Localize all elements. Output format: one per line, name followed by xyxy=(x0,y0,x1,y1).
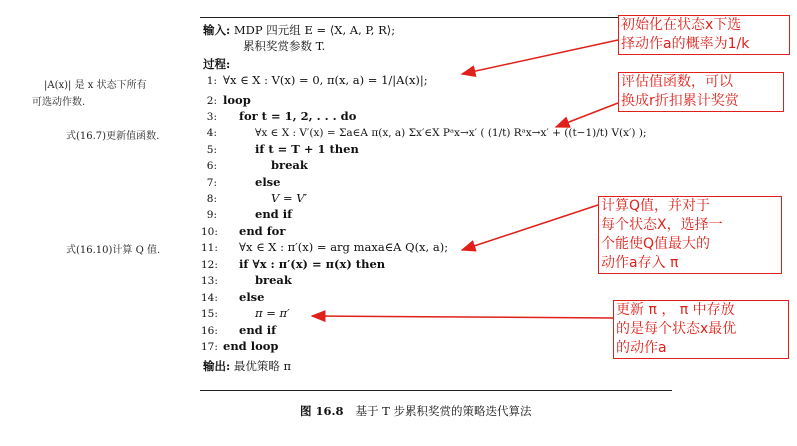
annotation-3-line4: 动作a存入 π xyxy=(601,255,679,271)
arrow-1 xyxy=(462,40,618,74)
line-number: 3: xyxy=(206,111,217,123)
line-number: 9: xyxy=(206,209,217,221)
line-text: π = π′ xyxy=(255,306,290,320)
annotation-box-4 xyxy=(613,300,789,359)
line-text: break xyxy=(271,158,308,172)
side-note-2: 式(16.7)更新值函数. xyxy=(66,131,160,142)
line-number: 8: xyxy=(206,193,217,205)
annotation-box-2 xyxy=(618,72,784,112)
line-number: 1: xyxy=(206,75,217,87)
annotation-2-line2: 换成r折扣累计奖赏 xyxy=(621,93,739,109)
annotation-1-line2: 择动作a的概率为1/k xyxy=(621,36,750,52)
annotation-box-1 xyxy=(618,15,790,55)
annotation-3-line2: 每个状态X，选择一 xyxy=(601,217,723,233)
line-number: 4: xyxy=(206,127,217,139)
line-number: 5: xyxy=(206,144,217,156)
input-line1: MDP 四元组 E = ⟨X, A, P, R⟩; xyxy=(233,23,396,37)
line-number: 17: xyxy=(201,341,218,353)
figure-title: 基于 T 步累积奖赏的策略迭代算法 xyxy=(355,404,532,418)
line-text: loop xyxy=(223,93,251,107)
side-note-1-line2: 可选动作数. xyxy=(32,97,86,108)
side-note-3: 式(16.10)计算 Q 值. xyxy=(66,245,161,256)
line-text: end if xyxy=(255,207,293,221)
line-number: 2: xyxy=(206,95,217,107)
line-text: if t = T + 1 then xyxy=(255,142,359,156)
line-number: 14: xyxy=(201,292,218,304)
input-line2: 累积奖赏参数 T. xyxy=(243,39,326,53)
line-number: 12: xyxy=(201,259,218,271)
annotation-4-line3: 的动作a xyxy=(616,340,667,356)
line-text: else xyxy=(239,290,265,304)
annotation-1-line1: 初始化在状态x下选 xyxy=(621,17,742,33)
line-text: ∀x ∈ X : V(x) = 0, π(x, a) = 1/|A(x)|; xyxy=(223,73,428,87)
annotation-2-line1: 评估值函数，可以 xyxy=(621,74,733,90)
line-number: 6: xyxy=(206,160,217,172)
side-note-1-line1: |A(x)| 是 x 状态下所有 xyxy=(44,80,147,91)
line-number: 11: xyxy=(201,242,218,254)
line-text: V = V′ xyxy=(271,191,308,205)
annotation-4-line2: 的是每个状态x最优 xyxy=(616,321,737,337)
annotation-3-line1: 计算Q值，并对于 xyxy=(601,198,711,214)
output-label: 输出: xyxy=(203,359,231,373)
line-text: ∀x ∈ X : π′(x) = arg maxa∈A Q(x, a); xyxy=(239,240,449,254)
line-text: for t = 1, 2, . . . do xyxy=(239,109,357,123)
line-number: 13: xyxy=(201,275,218,287)
line-text: end for xyxy=(239,224,286,238)
line-text: ∀x ∈ X : V′(x) = Σa∈A π(x, a) Σx′∈X Pᵃx→x′ ( (1/t) Rᵃx→x′ + ((t−1)/t) V(x′) ); xyxy=(255,127,647,139)
line-text: else xyxy=(255,175,281,189)
line-text: end if xyxy=(239,323,277,337)
annotation-3-line3: 个能使Q值最大的 xyxy=(601,236,711,252)
process-label: 过程: xyxy=(203,57,231,71)
arrow-4 xyxy=(312,316,613,318)
line-number: 7: xyxy=(206,177,217,189)
line-number: 16: xyxy=(201,325,218,337)
annotation-box-3 xyxy=(598,196,782,274)
line-number: 15: xyxy=(201,308,218,320)
arrow-2 xyxy=(556,103,618,127)
figure-number: 图 16.8 xyxy=(300,404,344,418)
output-text: 最优策略 π xyxy=(233,359,292,373)
line-text: if ∀x : π′(x) = π(x) then xyxy=(239,257,386,271)
line-text: break xyxy=(255,273,292,287)
annotation-4-line1: 更新 π ， π 中存放 xyxy=(616,302,735,318)
input-label: 输入: xyxy=(203,23,231,37)
arrow-3 xyxy=(462,205,598,250)
line-text: end loop xyxy=(223,339,279,353)
line-number: 10: xyxy=(201,226,218,238)
